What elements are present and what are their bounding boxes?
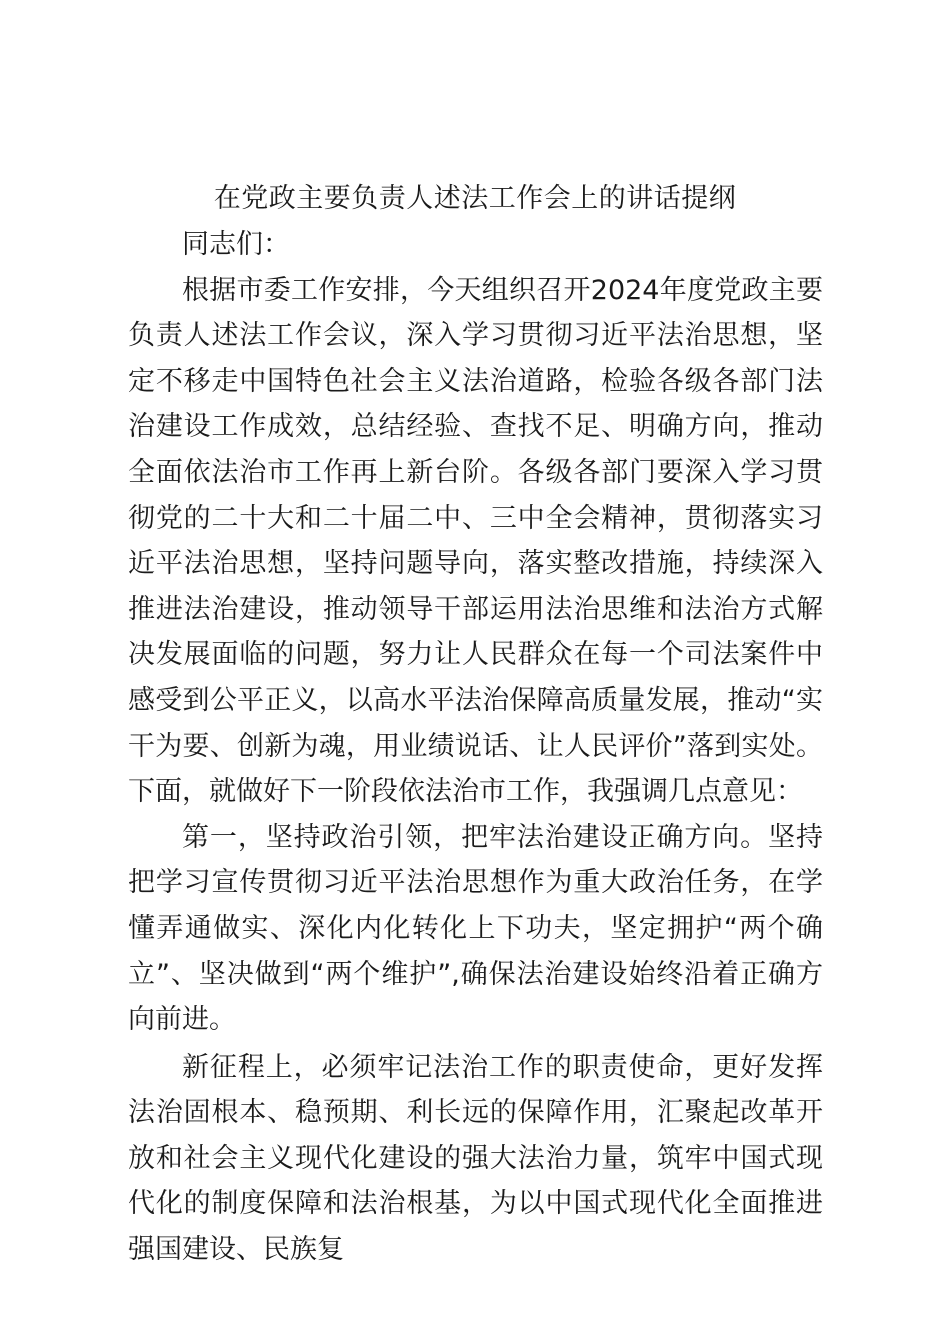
salutation-paragraph: 同志们： [182, 229, 290, 260]
intro-paragraph: 根据市委工作安排，今天组织召开2024年度党政主要负责人述法工作会议，深入学习贯彻习近平法治思想，坚定不移走中国特色社会主义法治道路，检验各级各部门法治建设工作成效，总结经验、查找不足、明确方向，推动全面依法治市工作再上新台阶。各级各部门要深入学习贯彻党的二十大和二十届二中、三中全会精神，贯彻落实习近平法治思想，坚持问题导向，落实整改措施，持续深入推进法治建设，推动领导干部运用法治思维和法治方式解决发展面临的问题，努力让人民群众在每一个司法案件中感受到公平正义，以高水平法治保障高质量发展，推动“实干为要、创新为魂，用业绩说话、让人民评价”落到实处。下面，就做好下一阶段依法治市工作，我强调几点意见： [128, 274, 823, 808]
point-one-paragraph: 第一，坚持政治引领，把牢法治建设正确方向。坚持把学习宣传贯彻习近平法治思想作为重大政治任务，在学懂弄通做实、深化内化转化上下功夫，坚定拥护“两个确立”、坚决做到“两个维护”,确保法治建设始终沿着正确方向前进。 [128, 821, 823, 1036]
document-body [128, 222, 823, 1273]
new-journey-paragraph: 新征程上，必须牢记法治工作的职责使命，更好发挥法治固根本、稳预期、利长远的保障作用，汇聚起改革开放和社会主义现代化建设的强大法治力量，筑牢中国式现代化的制度保障和法治根基，为以中国式现代化全面推进强国建设、民族复 [128, 1051, 823, 1266]
document-title: 在党政主要负责人述法工作会上的讲话提纲 [213, 183, 737, 214]
